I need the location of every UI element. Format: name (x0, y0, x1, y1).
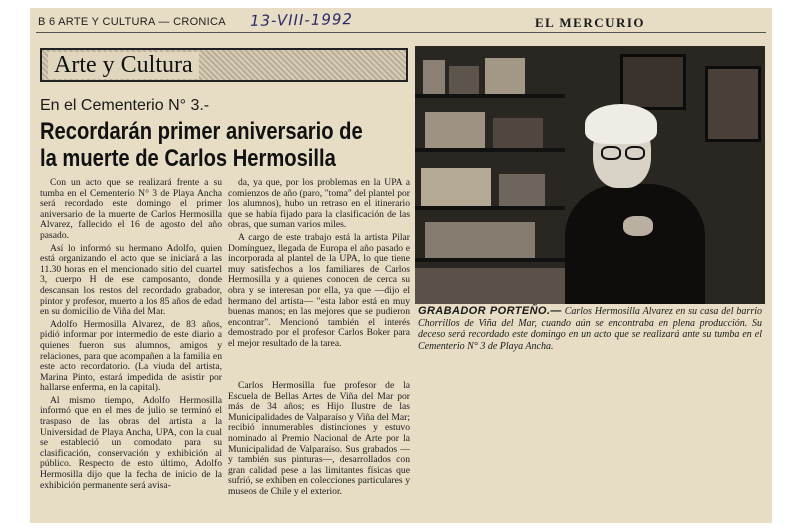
photo-shelf (415, 148, 565, 152)
headline-line-2: la muerte de Carlos Hermosilla (40, 145, 336, 172)
newspaper-masthead: EL MERCURIO (535, 15, 646, 30)
photo-books (415, 268, 565, 304)
photo-person-body (565, 184, 705, 304)
photo-books (493, 118, 543, 148)
paragraph: A cargo de este trabajo está la artista Pilar Domínguez, llegada de Europa el año pasado e incorporada al plantel de la UPA, lo que tiene muy satisfechos a los familiares de Carlos Hermosilla y a quienes conocen de cerca su obra y se interesan por ella, ya que —dijo el hermano del artista— "esta labor está en muy buenas manos; en las mejores que se pudieron encontrar". Mencionó también el interés demostrado por el profesor Carlos Boker para el mejor resultado de la tarea. (228, 231, 410, 349)
photo-artist-portrait (415, 46, 765, 304)
handwritten-date: 13-VIII-1992 (249, 10, 354, 30)
photo-books (499, 174, 545, 206)
article-column-2 (228, 178, 410, 366)
photo-shelf (415, 258, 565, 262)
paragraph: Adolfo Hermosilla Alvarez, de 83 años, pidió informar por intermedio de este diario a quienes fueron sus alumnos, amigos y relaciones, para que acompañen a la familia en este acto recordatorio. (La viuda del artista, Marina Pinto, estará impedida de asistir por hallarse enferma, en la capital). (40, 318, 222, 394)
paragraph: da, ya que, por los problemas en la UPA a comienzos de año (paro, "toma" del plantel por los alumnos), hubo un retraso en el itinerario que se había fijado para la clasificación de las obras, que suman varios miles. (228, 178, 410, 231)
paragraph: Carlos Hermosilla fue profesor de la Escuela de Bellas Artes de Viña del Mar por más de 34 años; es Hijo Ilustre de las Municipalidades de Valparaíso y Viña del Mar; recibió innumerables distinciones y estuvo nominado al Premio Nacional de Arte por la Municipalidad de Valparaíso. Sus grabados —y también sus pinturas—, desarrollados con gran calidad pese a las limitantes físicas que sufrió, se exhiben en colecciones particulares y museos de Chile y el exterior. (228, 381, 410, 497)
photo-shelf (415, 94, 565, 98)
article-headline (40, 118, 363, 172)
photo-shelf (415, 206, 565, 210)
header-rule (36, 32, 766, 33)
photo-caption (418, 306, 762, 352)
section-banner (40, 48, 408, 82)
paragraph: Al mismo tiempo, Adolfo Hermosilla informó que en el mes de julio se terminó el traspaso de las obras del artista a la Universidad de Playa Ancha, UPA, con la cual se estableció un comodato para su clasificación, conservación y exhibición al público. Respecto de esto último, Adolfo Hermosilla dijo que la fecha de inicio de la exhibición permanente será avisa- (40, 394, 222, 491)
article-column-3 (228, 381, 410, 521)
caption-text: Carlos Hermosilla Alvarez en su casa del barrio Chorrillos de Viña del Mar, cuando aún se encontraba en plena producción. Su deceso será recordado este domingo en un acto que se realizará ante su tumba en el Cementerio N° 3 de Playa Ancha. (418, 306, 762, 352)
article-kicker: En el Cementerio N° 3.- (40, 97, 210, 114)
photo-books (485, 58, 525, 94)
section-header: B 6 ARTE Y CULTURA — CRONICA (38, 16, 226, 28)
photo-person-hand (623, 216, 653, 236)
photo-books (425, 112, 485, 148)
photo-books (425, 222, 535, 258)
headline-line-1: Recordarán primer aniversario de (40, 118, 363, 145)
photo-wall-frame (620, 54, 686, 110)
paragraph: Así lo informó su hermano Adolfo, quien está organizando el acto que se iniciará a las 11.30 horas en el mencionado sitio del cuartel 3, cuerpo H de ese camposanto, donde descansan los restos del recordado grabador, pintor y profesor, muerto a los 85 años de edad en su domicilio de Viña del Mar. (40, 242, 222, 318)
paragraph: Con un acto que se realizará frente a su tumba en el Cementerio N° 3 de Playa Ancha será recordado este domingo el primer aniversario de la muerte de Carlos Hermosilla Alvarez, fallecido el 16 de agosto del año pasado. (40, 178, 222, 241)
caption-lead: GRABADOR PORTEÑO.— (418, 305, 562, 317)
photo-wall-frame (705, 66, 761, 142)
photo-person-hair (585, 104, 657, 144)
article-column-1 (40, 178, 222, 518)
photo-books (449, 66, 479, 94)
newspaper-clipping (30, 8, 772, 523)
photo-books (423, 60, 445, 94)
photo-glasses (625, 146, 645, 160)
section-banner-label: Arte y Cultura (48, 52, 199, 79)
photo-glasses (601, 146, 621, 160)
photo-books (421, 168, 491, 206)
